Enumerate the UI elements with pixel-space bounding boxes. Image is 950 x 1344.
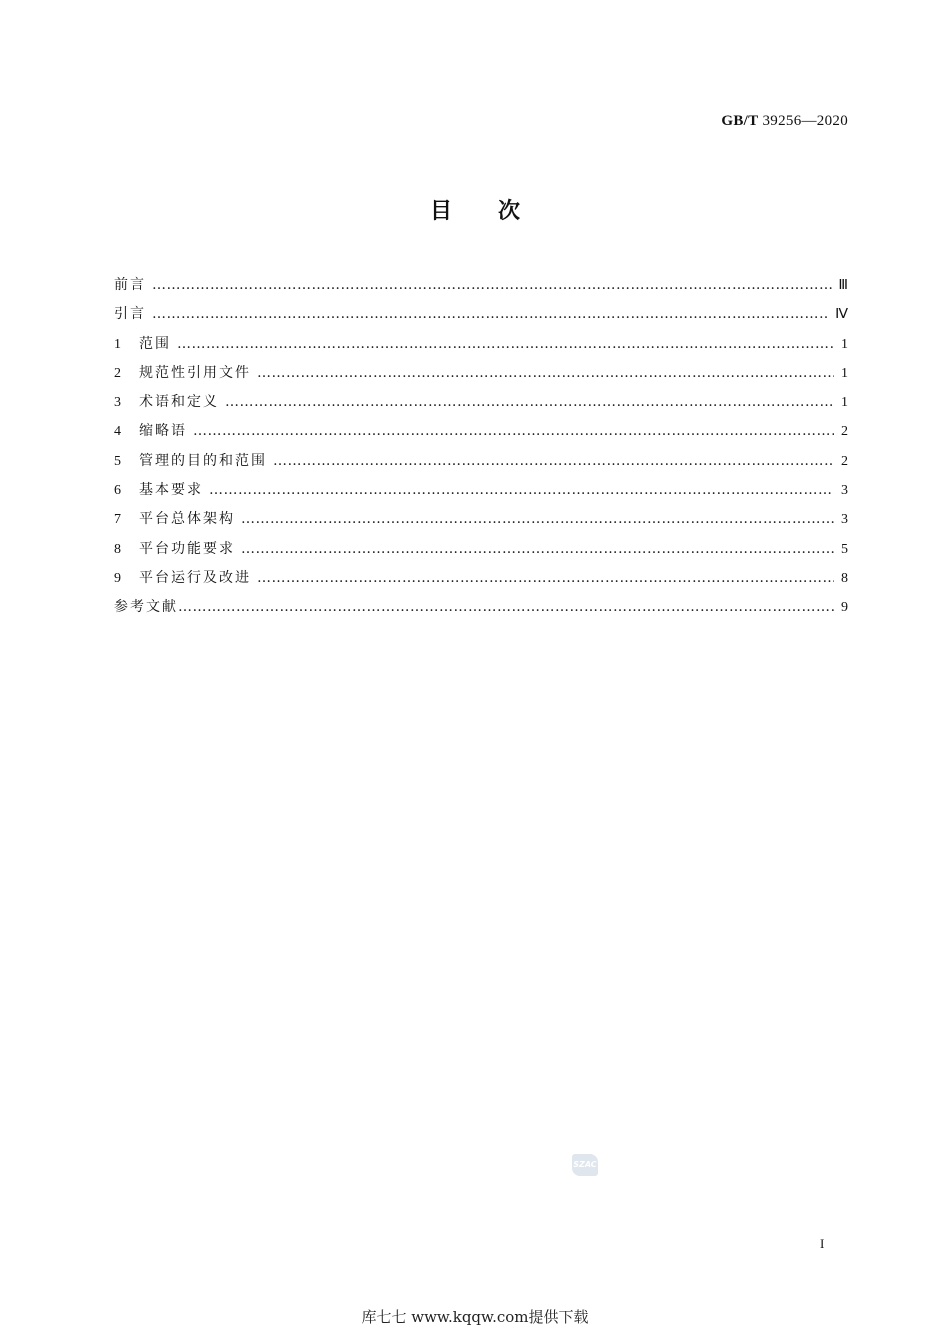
toc-leader-dots xyxy=(177,330,834,359)
toc-leader-dots xyxy=(273,447,834,476)
toc-page: Ⅳ xyxy=(835,307,848,323)
toc-entry-foreword[interactable] xyxy=(114,271,848,300)
toc-leader-dots xyxy=(178,593,834,622)
toc-entry-6[interactable] xyxy=(114,476,848,505)
toc-entry-2[interactable] xyxy=(114,359,848,388)
toc-label: 基本要求 xyxy=(139,482,203,499)
toc-entry-5[interactable] xyxy=(114,447,848,476)
toc-page: 8 xyxy=(841,570,848,586)
toc-leader-dots xyxy=(225,388,834,417)
toc-entry-7[interactable] xyxy=(114,505,848,534)
toc-number: 8 xyxy=(114,541,121,557)
toc-entry-4[interactable] xyxy=(114,417,848,446)
toc-number: 4 xyxy=(114,424,121,440)
toc-label: 平台运行及改进 xyxy=(139,569,251,586)
watermark-logo: SZAC xyxy=(572,1154,598,1176)
toc-label: 缩略语 xyxy=(139,423,187,440)
toc-leader-dots xyxy=(152,300,829,329)
toc-page: 1 xyxy=(841,395,848,411)
toc-label: 规范性引用文件 xyxy=(139,364,251,381)
toc-entry-9[interactable] xyxy=(114,564,848,593)
standard-number: 39256—2020 xyxy=(762,113,848,129)
toc-page: 2 xyxy=(841,424,848,440)
download-footer: 库七七 www.kqqw.com提供下载 xyxy=(361,1308,589,1326)
toc-entry-8[interactable] xyxy=(114,535,848,564)
toc-leader-dots xyxy=(257,359,834,388)
toc-leader-dots xyxy=(209,476,834,505)
toc-page: 3 xyxy=(841,483,848,499)
toc-label: 前言 xyxy=(114,277,146,293)
toc-leader-dots xyxy=(241,505,834,534)
toc-page: Ⅲ xyxy=(838,278,848,293)
toc-label: 术语和定义 xyxy=(139,394,219,411)
toc-page: 1 xyxy=(841,365,848,381)
toc-leader-dots xyxy=(241,535,834,564)
toc-number: 3 xyxy=(114,395,121,411)
toc-label: 引言 xyxy=(114,306,146,323)
toc-number: 6 xyxy=(114,483,121,499)
toc-number: 9 xyxy=(114,570,121,586)
toc-entry-bibliography[interactable] xyxy=(114,593,848,622)
standard-prefix: GB/T xyxy=(721,113,759,129)
toc-entry-introduction[interactable] xyxy=(114,300,848,329)
page-number: I xyxy=(820,1236,825,1251)
toc-number: 1 xyxy=(114,336,121,352)
toc-label: 范围 xyxy=(139,335,171,352)
toc-label: 管理的目的和范围 xyxy=(139,452,267,469)
toc-page: 2 xyxy=(841,453,848,469)
table-of-contents xyxy=(114,271,848,623)
toc-label: 参考文献 xyxy=(114,599,178,616)
toc-label: 平台功能要求 xyxy=(139,540,235,557)
toc-entry-1[interactable] xyxy=(114,330,848,359)
toc-page: 5 xyxy=(841,541,848,557)
toc-title: 目次 xyxy=(429,199,566,224)
toc-number: 7 xyxy=(114,512,121,528)
toc-leader-dots xyxy=(152,271,832,300)
toc-number: 2 xyxy=(114,365,121,381)
toc-leader-dots xyxy=(193,417,834,446)
toc-label: 平台总体架构 xyxy=(139,511,235,528)
toc-page: 9 xyxy=(841,600,848,616)
standard-code xyxy=(721,113,848,130)
toc-entry-3[interactable] xyxy=(114,388,848,417)
toc-page: 3 xyxy=(841,512,848,528)
toc-leader-dots xyxy=(257,564,834,593)
toc-number: 5 xyxy=(114,453,121,469)
toc-page: 1 xyxy=(841,336,848,352)
